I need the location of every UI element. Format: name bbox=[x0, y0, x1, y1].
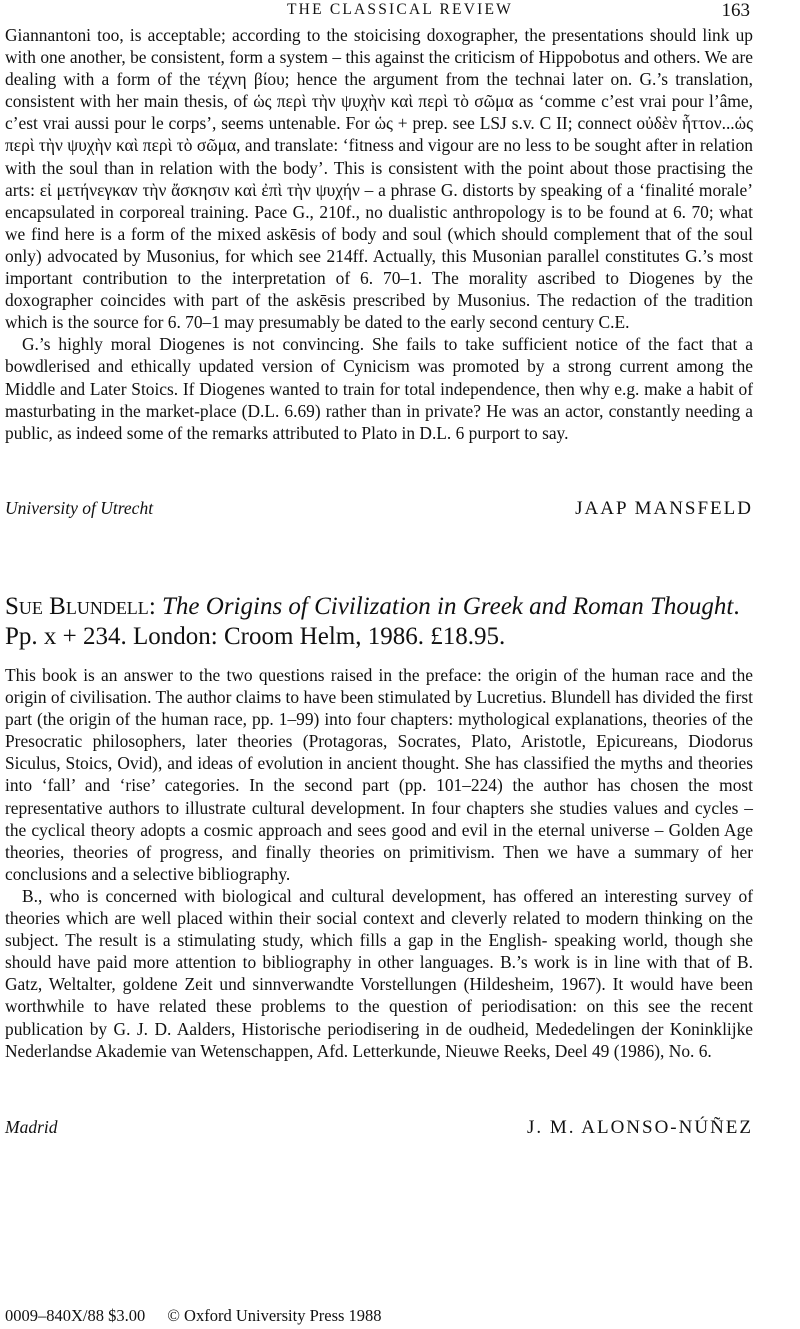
text-line: the technai later on. G.’s translation, consistent with her main thesis, of ὡς περὶ τὴν ψυχὴν καὶ bbox=[5, 69, 753, 112]
text-line: speaking world, though she should have paid more attention to bibliography in other languages. bbox=[5, 930, 753, 973]
journal-title: THE CLASSICAL REVIEW bbox=[287, 1, 513, 18]
text-line: This book is an answer to the two questions raised in the preface: the origin of the human race bbox=[5, 665, 695, 685]
text-line: found at 6. 70; what we find here is a form of the mixed askēsis of body and soul (which should bbox=[5, 201, 753, 244]
text-line: a bowdlerised and ethically updated version of Cynicism was promoted by a strong current bbox=[5, 334, 753, 377]
footer-issn: 0009–840X/88 $3.00 bbox=[5, 1306, 146, 1325]
text-line: of progress, and finally theories on primitivism. Then we have a summary of her conclusions and bbox=[5, 841, 753, 884]
text-line: among the Middle and Later Stoics. If Diogenes wanted to train for total independence, then bbox=[5, 356, 753, 399]
text-line: should link up with one another, be consistent, form a system – this against the criticism of bbox=[5, 25, 754, 68]
review2-heading: Sue Blundell: The Origins of Civilization in Greek and Roman Thought. Pp. x + 234. London: Croom Helm, 1986. £18.95. bbox=[5, 593, 740, 650]
review2-title: The Origins of Civilization in Greek and Roman Thought bbox=[162, 593, 734, 620]
text-line: μετήνεγκαν τὴν ἄσκησιν καὶ ἐπὶ τὴν ψυχήν – a phrase G. distorts by speaking of a ‘finalité bbox=[56, 179, 695, 200]
text-line: morale’ encapsulated in corporeal training. Pace G., 210f., no dualistic anthropology is to be bbox=[5, 179, 753, 222]
text-line: Musonian parallel constitutes G.’s most important contribution to the interpretation of 6. 70–1. bbox=[5, 245, 753, 289]
text-line: in ancient thought. She has classified the myths and theories into ‘fall’ and ‘rise’ categories. In bbox=[5, 753, 754, 796]
review1-signature bbox=[5, 498, 753, 519]
text-line: He was an actor, constantly needing a public, as indeed some of the remarks attributed to Plato bbox=[5, 400, 753, 443]
text-line: has divided the first part (the origin of the human race, pp. 1–99) into four chapters: bbox=[5, 687, 753, 730]
review2-details: Pp. x + 234. London: Croom Helm, 1986. £18.95. bbox=[5, 623, 506, 650]
text-line: Wetenschappen, Afd. Letterkunde, Nieuwe Reeks, Deel 49 (1986), No. 6. bbox=[200, 1040, 712, 1061]
review2-reviewer: J. M. ALONSO-NÚÑEZ bbox=[527, 1117, 753, 1138]
text-line: relation with the body’. This is consistent with the point about those practising the arts: εἰ bbox=[5, 157, 754, 200]
text-line: B.’s work is in line with that of B. Gatz, Weltalter, goldene Zeit und sinnverwandte Vorstellungen bbox=[5, 952, 753, 995]
text-line: Hippobotus and others. We are dealing with a form of the τέχνη βίου; hence the argument from bbox=[5, 47, 753, 90]
text-line: B., who is concerned with biological and cultural development, has offered an interesting bbox=[22, 885, 678, 906]
text-line: modern thinking on the subject. The result is a stimulating study, which fills a gap in the English- bbox=[5, 908, 753, 951]
text-line: (Hildesheim, 1967). It would have been worthwhile to have related these problems to the bbox=[5, 974, 753, 1017]
text-line: in D.L. 6 purport to say. bbox=[401, 422, 569, 443]
review1-institution: University of Utrecht bbox=[5, 498, 154, 518]
text-line: complement that of the soul only) advocated by Musonius, for which see 214ff. Actually, this bbox=[5, 223, 753, 266]
text-line: For ὡς + prep. see LSJ s.v. C II; connect οὐδὲν ἧττον...ὡς περὶ τὴν ψυχὴν καὶ περὶ τὸ σῶμα, bbox=[5, 113, 753, 156]
page-number: 163 bbox=[721, 0, 750, 21]
running-header bbox=[0, 0, 800, 22]
review1-reviewer: JAAP MANSFELD bbox=[575, 498, 753, 519]
review2-paragraph-1 bbox=[5, 664, 753, 885]
review1-paragraph-1 bbox=[5, 24, 753, 333]
text-line: presumably be dated to the early second century C.E. bbox=[258, 312, 630, 333]
text-line: why e.g. make a habit of masturbating in the market-place (D.L. 6.69) rather than in private? bbox=[5, 378, 753, 421]
review2-author: Sue Blundell bbox=[5, 593, 149, 620]
review1-paragraph-2 bbox=[5, 333, 753, 443]
text-line: mythological explanations, theories of the Presocratic philosophers, later theories (Protagoras, bbox=[5, 709, 753, 752]
text-line: and translate: ‘fitness and vigour are no less to be sought after in relation with the soul than in bbox=[5, 135, 753, 178]
review2-institution: Madrid bbox=[5, 1117, 58, 1137]
page-footer bbox=[5, 1306, 400, 1326]
text-line: a selective bibliography. bbox=[120, 863, 291, 884]
text-line: περὶ τὸ σῶμα as ‘comme c’est vrai pour l’âme, c’est vrai aussi pour le corps’, seems untenable. bbox=[5, 91, 753, 134]
text-line: periodisering in de oudheid, Mededelingen der Koninklijke Nederlandse Akademie van bbox=[5, 1018, 753, 1061]
review2-paragraph-2 bbox=[5, 885, 753, 1062]
footer-copyright: © Oxford University Press 1988 bbox=[167, 1306, 382, 1325]
text-line: question of periodisation: on this see the recent publication by G. J. D. Aalders, Historische bbox=[5, 996, 753, 1039]
review2-body bbox=[5, 664, 753, 1062]
text-line: prescribed by Musonius. The redaction of the tradition which is the source for 6. 70–1 may bbox=[5, 290, 753, 333]
text-line: the second part (pp. 101–224) the author has chosen the most representative authors to illustrate bbox=[5, 775, 753, 818]
text-line: a cosmic approach and sees good and evil in the eternal universe – Golden Age theories, theories bbox=[5, 819, 754, 862]
text-line: Socrates, Plato, Aristotle, Epicureans, Diodorus Siculus, Stoics, Ovid), and ideas of evolution bbox=[5, 731, 753, 774]
text-line: The morality ascribed to Diogenes by the doxographer coincides with part of the askēsis bbox=[5, 268, 753, 311]
review1-body bbox=[5, 24, 753, 444]
text-line: and the origin of civilisation. The author claims to have been stimulated by Lucretius. Blundell bbox=[5, 665, 754, 708]
text-line: Giannantoni too, is acceptable; according to the stoicising doxographer, the presentations bbox=[5, 25, 644, 45]
text-line: survey of theories which are well placed within their social context and cleverly related to bbox=[5, 885, 753, 929]
text-line: G.’s highly moral Diogenes is not convincing. She fails to take sufficient notice of the fact that bbox=[22, 334, 738, 355]
text-line: cultural development. In four chapters she studies values and cycles – the cyclical theory adopts bbox=[5, 797, 753, 840]
review2-signature bbox=[5, 1117, 753, 1138]
